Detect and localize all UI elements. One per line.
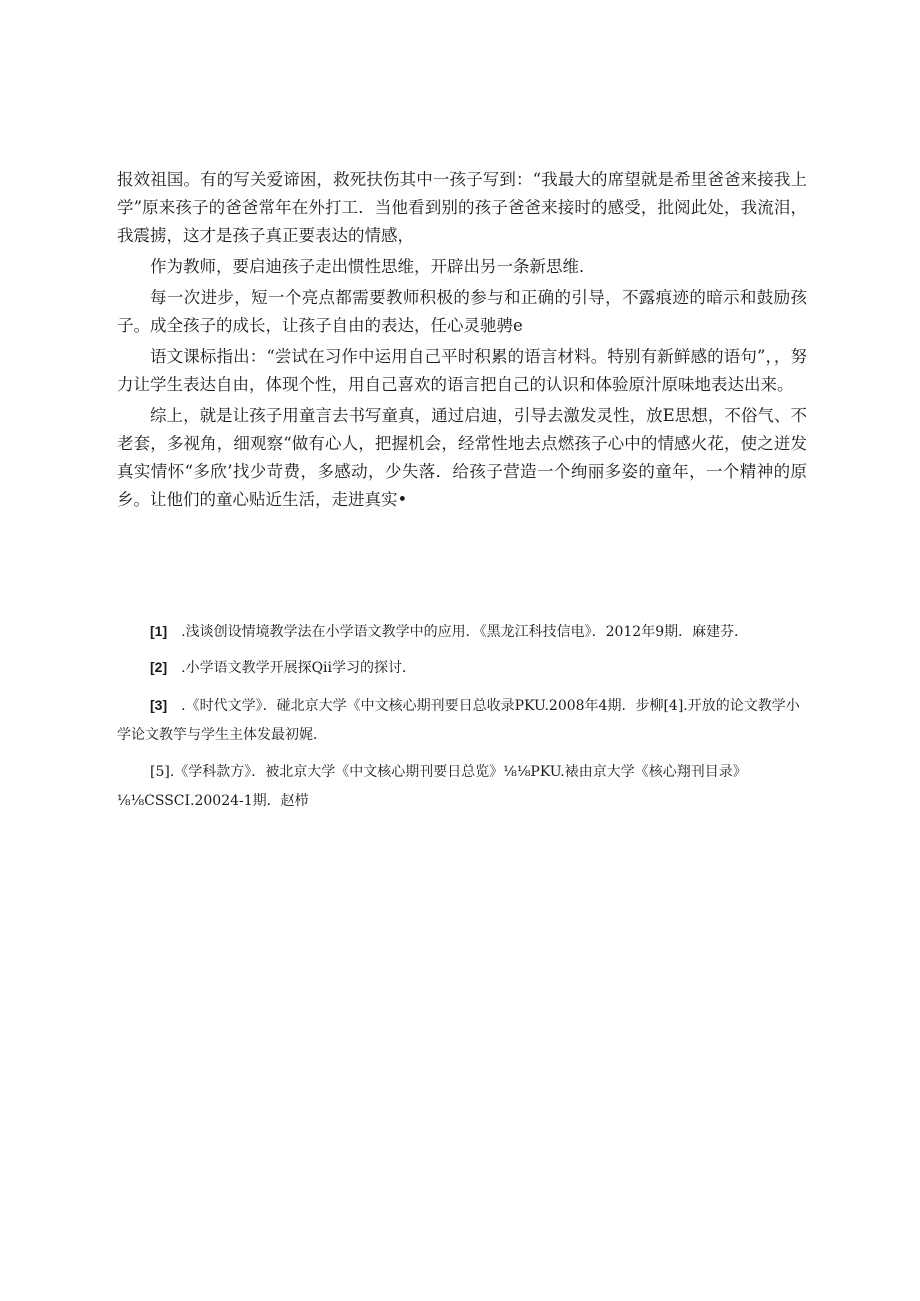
body-text <box>117 166 807 517</box>
paragraph: 每一次进步，短一个亮点都需要教师积极的参与和正确的引导，不露痕迹的暗示和鼓励孩子。成全孩子的成长，让孩子自由的表达，任心灵驰骋e <box>117 288 807 335</box>
reference-number: [1] <box>150 623 168 639</box>
reference-number: [2] <box>150 659 168 675</box>
reference-item <box>117 653 807 683</box>
reference-text: .《时代文学》．碰北京大学《中文核心期刊要日总收录PKU.2008年4期．步柳[4].开放的论文教学小学论文教竽与学生主体发最初娓． <box>117 698 800 743</box>
paragraph: 作为教师，要启迪孩子走出惯性思维，开辟出另一条新思维． <box>150 257 596 276</box>
reference-item <box>117 758 807 816</box>
paragraph: 报效祖国。有的写关爱谛困，救死扶伤其中一孩子写到：“我最大的席望就是希里爸爸来接我上学”原来孩子的爸爸常年在外打工．当他看到别的孩子爸爸来接时的感受，批阅此处，我流泪，我震掳，这才是孩子真正要表达的情感， <box>117 170 807 245</box>
reference-number: [3] <box>150 697 168 713</box>
reference-text: .浅谈创设情境教学法在小学语文教学中的应用．《黑龙江科技信电》．2012年9期．麻建芬． <box>181 624 749 640</box>
reference-item <box>117 691 807 750</box>
reference-text: .小学语文教学开展探Qii学习的探讨． <box>181 660 417 676</box>
paragraph: 语文课标指出：“尝试在习作中运用自己平时积累的语言材料。特别有新鲜感的语句”，，努力让学生表达自由，体现个性，用自己喜欢的语言把自己的认识和体验原汁原味地表达出来。 <box>117 347 807 394</box>
reference-text: [5].《学科款方》．被北京大学《中文核心期刊要日总览》⅛⅛PKU.裱由京大学《核心翔刊目录》⅛⅛CSSCI.20024-1期．赵栉 <box>117 764 747 809</box>
reference-list <box>117 617 807 824</box>
paragraph: 综上，就是让孩子用童言去书写童真，通过启迪，引导去激发灵性，放E思想，不俗气、不老套，多视角，细观察“做有心人，把握机会，经常性地去点燃孩子心中的情感火花，使之迸发真实情怀“多欣’找少苛费，多感动，少失落．给孩子营造一个绚丽多姿的童年，一个精神的原乡。让他们的童心贴近生活，走进真实• <box>117 406 807 509</box>
reference-item <box>117 617 807 647</box>
